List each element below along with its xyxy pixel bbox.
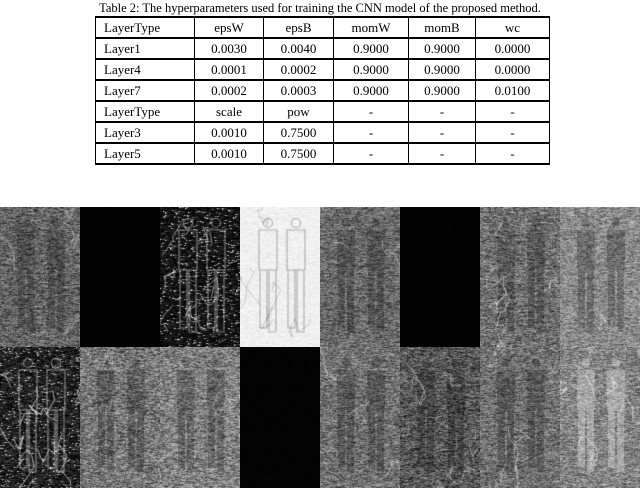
table-caption: Table 2: The hyperparameters used for training the CNN model of the proposed method. [99, 1, 541, 15]
table-cell: - [334, 122, 409, 143]
table-body [96, 38, 550, 164]
feature-map-r2c6 [400, 347, 480, 488]
feature-map-r1c8 [560, 207, 640, 347]
table-cell: Layer4 [96, 59, 195, 80]
table-cell: 0.0002 [264, 59, 334, 80]
feature-map-r2c1 [0, 347, 80, 488]
table-cell: - [334, 143, 409, 164]
table-cell: 0.9000 [334, 59, 409, 80]
feature-map-r2c5 [320, 347, 400, 488]
table-cell: 0.9000 [334, 80, 409, 101]
table-cell: 0.7500 [264, 143, 334, 164]
feature-map-r1c5 [320, 207, 400, 347]
feature-map-r2c8 [560, 347, 640, 488]
column-header: epsB [264, 17, 334, 38]
table-cell: 0.9000 [409, 38, 476, 59]
table-cell: Layer1 [96, 38, 195, 59]
table-cell: Layer3 [96, 122, 195, 143]
hyperparameters-table [95, 16, 550, 165]
table-cell: pow [264, 101, 334, 122]
table-cell: 0.0001 [195, 59, 264, 80]
feature-map-r1c7 [480, 207, 560, 347]
table-cell: 0.9000 [334, 38, 409, 59]
table-row [96, 59, 550, 80]
table-cell: 0.0003 [264, 80, 334, 101]
table-cell: - [476, 143, 550, 164]
table-cell: LayerType [96, 101, 195, 122]
table-cell: - [409, 143, 476, 164]
feature-map-r2c4 [240, 347, 320, 488]
table-cell: - [334, 101, 409, 122]
column-header: LayerType [96, 17, 195, 38]
feature-map-r1c2 [80, 207, 160, 347]
table-row [96, 38, 550, 59]
feature-map-grid [0, 207, 640, 488]
table-cell: - [409, 101, 476, 122]
table-cell: 0.0030 [195, 38, 264, 59]
table-row [96, 80, 550, 101]
feature-map-r2c3 [160, 347, 240, 488]
table-cell: Layer5 [96, 143, 195, 164]
column-header: wc [476, 17, 550, 38]
table-cell: scale [195, 101, 264, 122]
column-header: momB [409, 17, 476, 38]
table-cell: 0.9000 [409, 80, 476, 101]
table-cell: 0.0000 [476, 59, 550, 80]
table-cell: 0.0000 [476, 38, 550, 59]
table-cell: 0.0100 [476, 80, 550, 101]
table-cell: 0.0010 [195, 122, 264, 143]
feature-map-r1c1 [0, 207, 80, 347]
feature-map-r1c3 [160, 207, 240, 347]
feature-map-r1c4 [240, 207, 320, 347]
table-cell: 0.0002 [195, 80, 264, 101]
table-cell: - [476, 101, 550, 122]
feature-map-r2c7 [480, 347, 560, 488]
column-header: momW [334, 17, 409, 38]
table-header-row [96, 17, 550, 38]
feature-map-r2c2 [80, 347, 160, 488]
feature-map-r1c6 [400, 207, 480, 347]
table-cell: - [409, 122, 476, 143]
table-cell: 0.0010 [195, 143, 264, 164]
table-cell: 0.9000 [409, 59, 476, 80]
table-row [96, 101, 550, 122]
table-cell: Layer7 [96, 80, 195, 101]
table-row [96, 122, 550, 143]
table-cell: - [476, 122, 550, 143]
table-cell: 0.7500 [264, 122, 334, 143]
table-row [96, 143, 550, 164]
column-header: epsW [195, 17, 264, 38]
table-cell: 0.0040 [264, 38, 334, 59]
